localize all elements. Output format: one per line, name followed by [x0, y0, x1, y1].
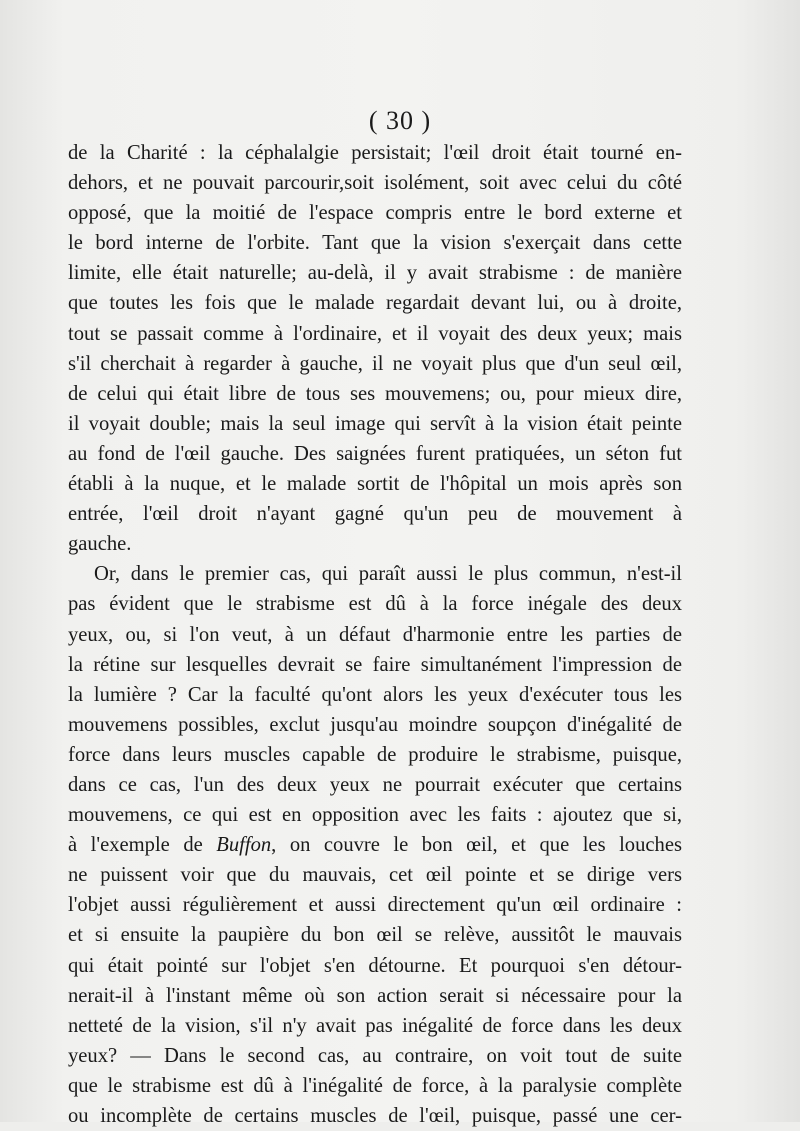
text-line: que le strabisme est dû à l'inégalité de force, à la paralysie complète	[68, 1074, 682, 1097]
text-line: yeux? — Dans le second cas, au contraire, on voit tout de suite	[68, 1044, 682, 1067]
text-line: nerait-il à l'instant même où son action serait si nécessaire pour la	[68, 984, 682, 1007]
text-line: opposé, que la moitié de l'espace compris entre le bord externe et	[68, 202, 682, 225]
paragraph-end-line: gauche.	[68, 533, 132, 556]
text-line: qui était pointé sur l'objet s'en détourne. Et pourquoi s'en détour-	[68, 954, 682, 977]
text-line: mouvemens, ce qui est en opposition avec les faits : ajoutez que si,	[68, 804, 682, 827]
text-line: ou incomplète de certains muscles de l'œil, puisque, passé une cer-	[68, 1105, 682, 1127]
text-line: la rétine sur lesquelles devrait se faire simultanément l'impression de	[68, 653, 682, 676]
text-line: l'objet aussi régulièrement et aussi directement qu'un œil ordinaire :	[68, 894, 682, 917]
text-line: de celui qui était libre de tous ses mouvemens; ou, pour mieux dire,	[68, 382, 682, 405]
text-line: pas évident que le strabisme est dû à la force inégale des deux	[68, 593, 682, 616]
text-line: netteté de la vision, s'il n'y avait pas inégalité de force dans les deux	[68, 1014, 682, 1037]
text-line: force dans leurs muscles capable de produire le strabisme, puisque,	[68, 743, 682, 766]
text-line: et si ensuite la paupière du bon œil se relève, aussitôt le mauvais	[68, 924, 682, 947]
text-line: mouvemens possibles, exclut jusqu'au moindre soupçon d'inégalité de	[68, 713, 682, 736]
text-line: de la Charité : la céphalalgie persistait; l'œil droit était tourné en-	[68, 142, 682, 164]
text-line: au fond de l'œil gauche. Des saignées furent pratiquées, un séton fut	[68, 442, 682, 465]
text-line: il voyait double; mais la seul image qui servît à la vision était peinte	[68, 412, 682, 435]
text-line: ne puissent voir que du mauvais, cet œil pointe et se dirige vers	[68, 864, 682, 887]
text-line: le bord interne de l'orbite. Tant que la vision s'exerçait dans cette	[68, 232, 682, 255]
text-line: établi à la nuque, et le malade sortit de l'hôpital un mois après son	[68, 473, 682, 496]
page-number: ( 30 )	[368, 106, 432, 135]
text-line: que toutes les fois que le malade regardait devant lui, ou à droite,	[68, 292, 682, 315]
text-line: entrée, l'œil droit n'ayant gagné qu'un peu de mouvement à	[68, 503, 682, 526]
paragraph-start-line: Or, dans le premier cas, qui paraît aussi le plus commun, n'est-il	[94, 563, 682, 586]
text-line: limite, elle était naturelle; au-delà, il y avait strabisme : de manière	[68, 262, 682, 285]
body-text	[68, 138, 682, 1131]
text-line: tout se passait comme à l'ordinaire, et il voyait des deux yeux; mais	[68, 322, 682, 345]
text-line: la lumière ? Car la faculté qu'ont alors les yeux d'exécuter tous les	[68, 683, 682, 706]
italic-author-name: Buffon	[216, 834, 272, 857]
text-segment: , on couvre le bon œil, et que les louches	[271, 834, 682, 857]
text-segment: à l'exemple de	[68, 834, 217, 857]
text-line: s'il cherchait à regarder à gauche, il ne voyait plus que d'un seul œil,	[68, 352, 682, 375]
text-line: dehors, et ne pouvait parcourir,soit isolément, soit avec celui du côté	[68, 172, 682, 195]
text-line: dans ce cas, l'un des deux yeux ne pourrait exécuter que certains	[68, 773, 682, 796]
text-line-with-italic	[68, 830, 682, 860]
text-line: yeux, ou, si l'on veut, à un défaut d'harmonie entre les parties de	[68, 623, 682, 646]
